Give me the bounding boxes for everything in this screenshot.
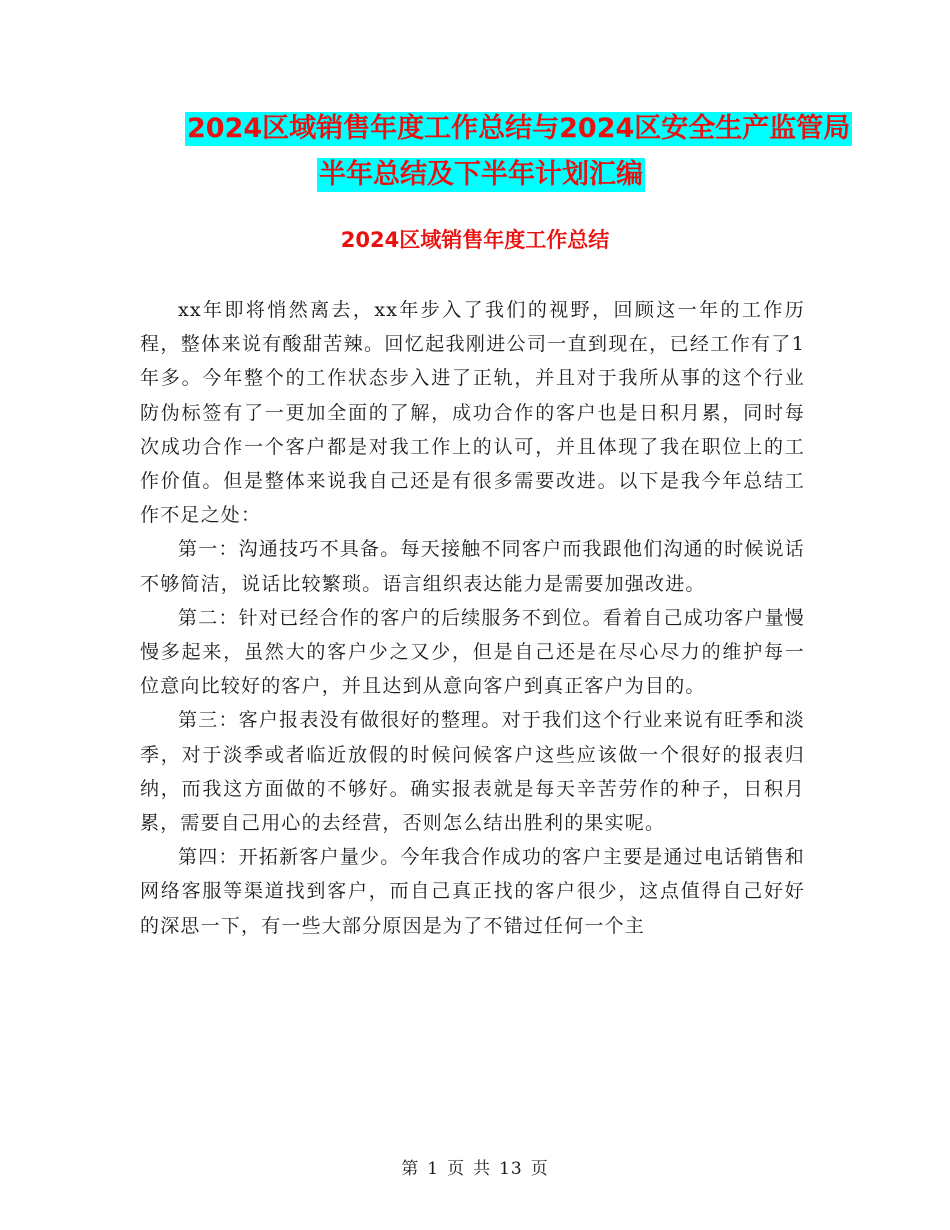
footer-page-number: 1 — [427, 1159, 440, 1179]
page-footer — [0, 1154, 950, 1179]
section-heading: 2024区域销售年度工作总结 — [340, 228, 610, 252]
title-line-1: 2024区域销售年度工作总结与2024区安全生产监管局 — [187, 113, 851, 144]
footer-prefix: 第 — [401, 1159, 420, 1179]
paragraph-point-4: 第四：开拓新客户量少。今年我合作成功的客户主要是通过电话销售和网络客服等渠道找到客户，而自己真正找的客户很少，这点值得自己好好的深思一下，有一些大部分原因是为了不错过任何一个主 — [140, 846, 805, 937]
footer-total-pages: 13 — [499, 1159, 523, 1179]
paragraph-point-1: 第一：沟通技巧不具备。每天接触不同客户而我跟他们沟通的时候说话不够简洁，说话比较繁琐。语言组织表达能力是需要加强改进。 — [140, 538, 805, 595]
footer-of-label: 共 — [473, 1159, 492, 1179]
footer-page-label: 页 — [447, 1159, 466, 1179]
paragraph-intro: xx年即将悄然离去，xx年步入了我们的视野，回顾这一年的工作历程，整体来说有酸甜苦辣。回忆起我刚进公司一直到现在，已经工作有了1年多。今年整个的工作状态步入进了正轨，并且对于我所从事的这个行业防伪标签有了一更加全面的了解，成功合作的客户也是日积月累，同时每次成功合作一个客户都是对我工作上的认可，并且体现了我在职位上的工作价值。但是整体来说我自己还是有很多需要改进。以下是我今年总结工作不足之处： — [140, 299, 805, 527]
paragraph-point-3: 第三：客户报表没有做很好的整理。对于我们这个行业来说有旺季和淡季，对于淡季或者临近放假的时候问候客户这些应该做一个很好的报表归纳，而我这方面做的不够好。确实报表就是每天辛苦劳作的种子，日积月累，需要自己用心的去经营，否则怎么结出胜利的果实呢。 — [140, 709, 805, 835]
paragraph-point-2: 第二：针对已经合作的客户的后续服务不到位。看着自己成功客户量慢慢多起来，虽然大的客户少之又少，但是自己还是在尽心尽力的维护每一位意向比较好的客户，并且达到从意向客户到真正客户为目的。 — [140, 606, 805, 698]
title-line-2: 半年总结及下半年计划汇编 — [319, 159, 643, 190]
body-text — [140, 293, 805, 943]
footer-suffix: 页 — [530, 1159, 549, 1179]
